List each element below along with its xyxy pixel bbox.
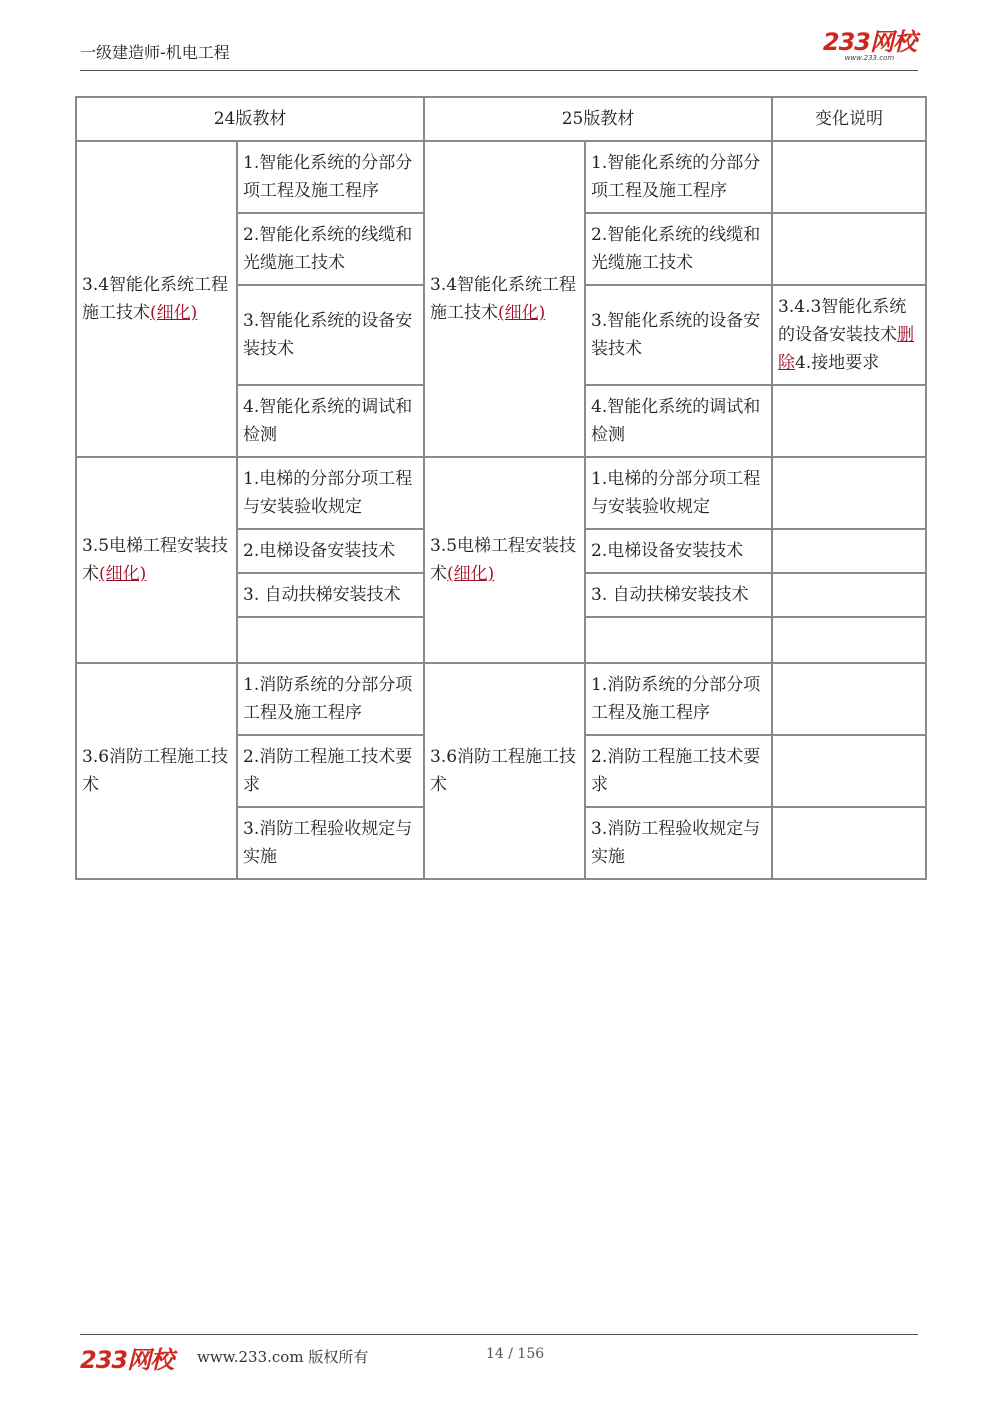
brand-logo-text: 233网校: [822, 28, 916, 56]
change-note: [772, 529, 926, 573]
change-text: 3.4.3智能化系统的设备安装技术: [778, 297, 907, 345]
section-24: 1.智能化系统的分部分项工程及施工程序: [237, 141, 424, 213]
footer-logo: 233网校: [80, 1346, 174, 1374]
refine-mark: (细化): [99, 564, 147, 584]
chapter-text: 3.4智能化系统工程施工技术: [430, 275, 577, 323]
chapter-25: [424, 457, 585, 663]
footer-divider: [80, 1334, 918, 1335]
page-header: [80, 28, 918, 72]
change-note: [772, 457, 926, 529]
brand-logo-url: www.233.com: [844, 54, 895, 62]
change-note: [772, 385, 926, 457]
header-divider: [80, 70, 918, 71]
refine-mark: (细化): [447, 564, 495, 584]
chapter-25: 3.6消防工程施工技术: [424, 663, 585, 879]
section-25: 1.智能化系统的分部分项工程及施工程序: [585, 141, 772, 213]
header-24: 24版教材: [76, 97, 424, 141]
section-24: 2.电梯设备安装技术: [237, 529, 424, 573]
refine-mark: (细化): [498, 303, 546, 323]
section-25: [585, 617, 772, 663]
section-24: 3.智能化系统的设备安装技术: [237, 285, 424, 385]
change-note: [772, 213, 926, 285]
section-24: [237, 617, 424, 663]
change-text: 4.接地要求: [795, 353, 880, 373]
refine-mark: (细化): [150, 303, 198, 323]
section-24: 2.智能化系统的线缆和光缆施工技术: [237, 213, 424, 285]
chapter-25: [424, 141, 585, 457]
table-row: [76, 457, 926, 529]
chapter-24: [76, 141, 237, 457]
header-change: 变化说明: [772, 97, 926, 141]
chapter-text: 3.5电梯工程安装技术: [430, 536, 577, 584]
section-24: 1.电梯的分部分项工程与安装验收规定: [237, 457, 424, 529]
change-note: [772, 285, 926, 385]
table-header-row: [76, 97, 926, 141]
section-25: 1.消防系统的分部分项工程及施工程序: [585, 663, 772, 735]
header-25: 25版教材: [424, 97, 772, 141]
chapter-24: 3.6消防工程施工技术: [76, 663, 237, 879]
change-note: [772, 735, 926, 807]
section-24: 1.消防系统的分部分项工程及施工程序: [237, 663, 424, 735]
section-24: 3.消防工程验收规定与实施: [237, 807, 424, 879]
section-25: 3.消防工程验收规定与实施: [585, 807, 772, 879]
section-25: 3. 自动扶梯安装技术: [585, 573, 772, 617]
section-25: 3.智能化系统的设备安装技术: [585, 285, 772, 385]
table-row: [76, 141, 926, 213]
delete-mark: 删除: [778, 325, 915, 373]
change-note: [772, 807, 926, 879]
page-footer: [80, 1334, 918, 1374]
chapter-text: 3.5电梯工程安装技术: [82, 536, 229, 584]
section-25: 2.智能化系统的线缆和光缆施工技术: [585, 213, 772, 285]
document-title: 一级建造师-机电工程: [80, 43, 230, 62]
footer-copyright: www.233.com 版权所有: [197, 1348, 369, 1366]
chapter-24: [76, 457, 237, 663]
section-25: 2.消防工程施工技术要求: [585, 735, 772, 807]
comparison-table: [75, 96, 927, 880]
change-note: [772, 141, 926, 213]
page-number: 14 / 156: [486, 1346, 545, 1362]
change-note: [772, 663, 926, 735]
table-row: [76, 663, 926, 735]
section-25: 2.电梯设备安装技术: [585, 529, 772, 573]
change-note: [772, 573, 926, 617]
section-25: 4.智能化系统的调试和检测: [585, 385, 772, 457]
chapter-text: 3.4智能化系统工程施工技术: [82, 275, 229, 323]
section-25: 1.电梯的分部分项工程与安装验收规定: [585, 457, 772, 529]
section-24: 4.智能化系统的调试和检测: [237, 385, 424, 457]
section-24: 3. 自动扶梯安装技术: [237, 573, 424, 617]
section-24: 2.消防工程施工技术要求: [237, 735, 424, 807]
change-note: [772, 617, 926, 663]
brand-logo: [823, 30, 916, 62]
